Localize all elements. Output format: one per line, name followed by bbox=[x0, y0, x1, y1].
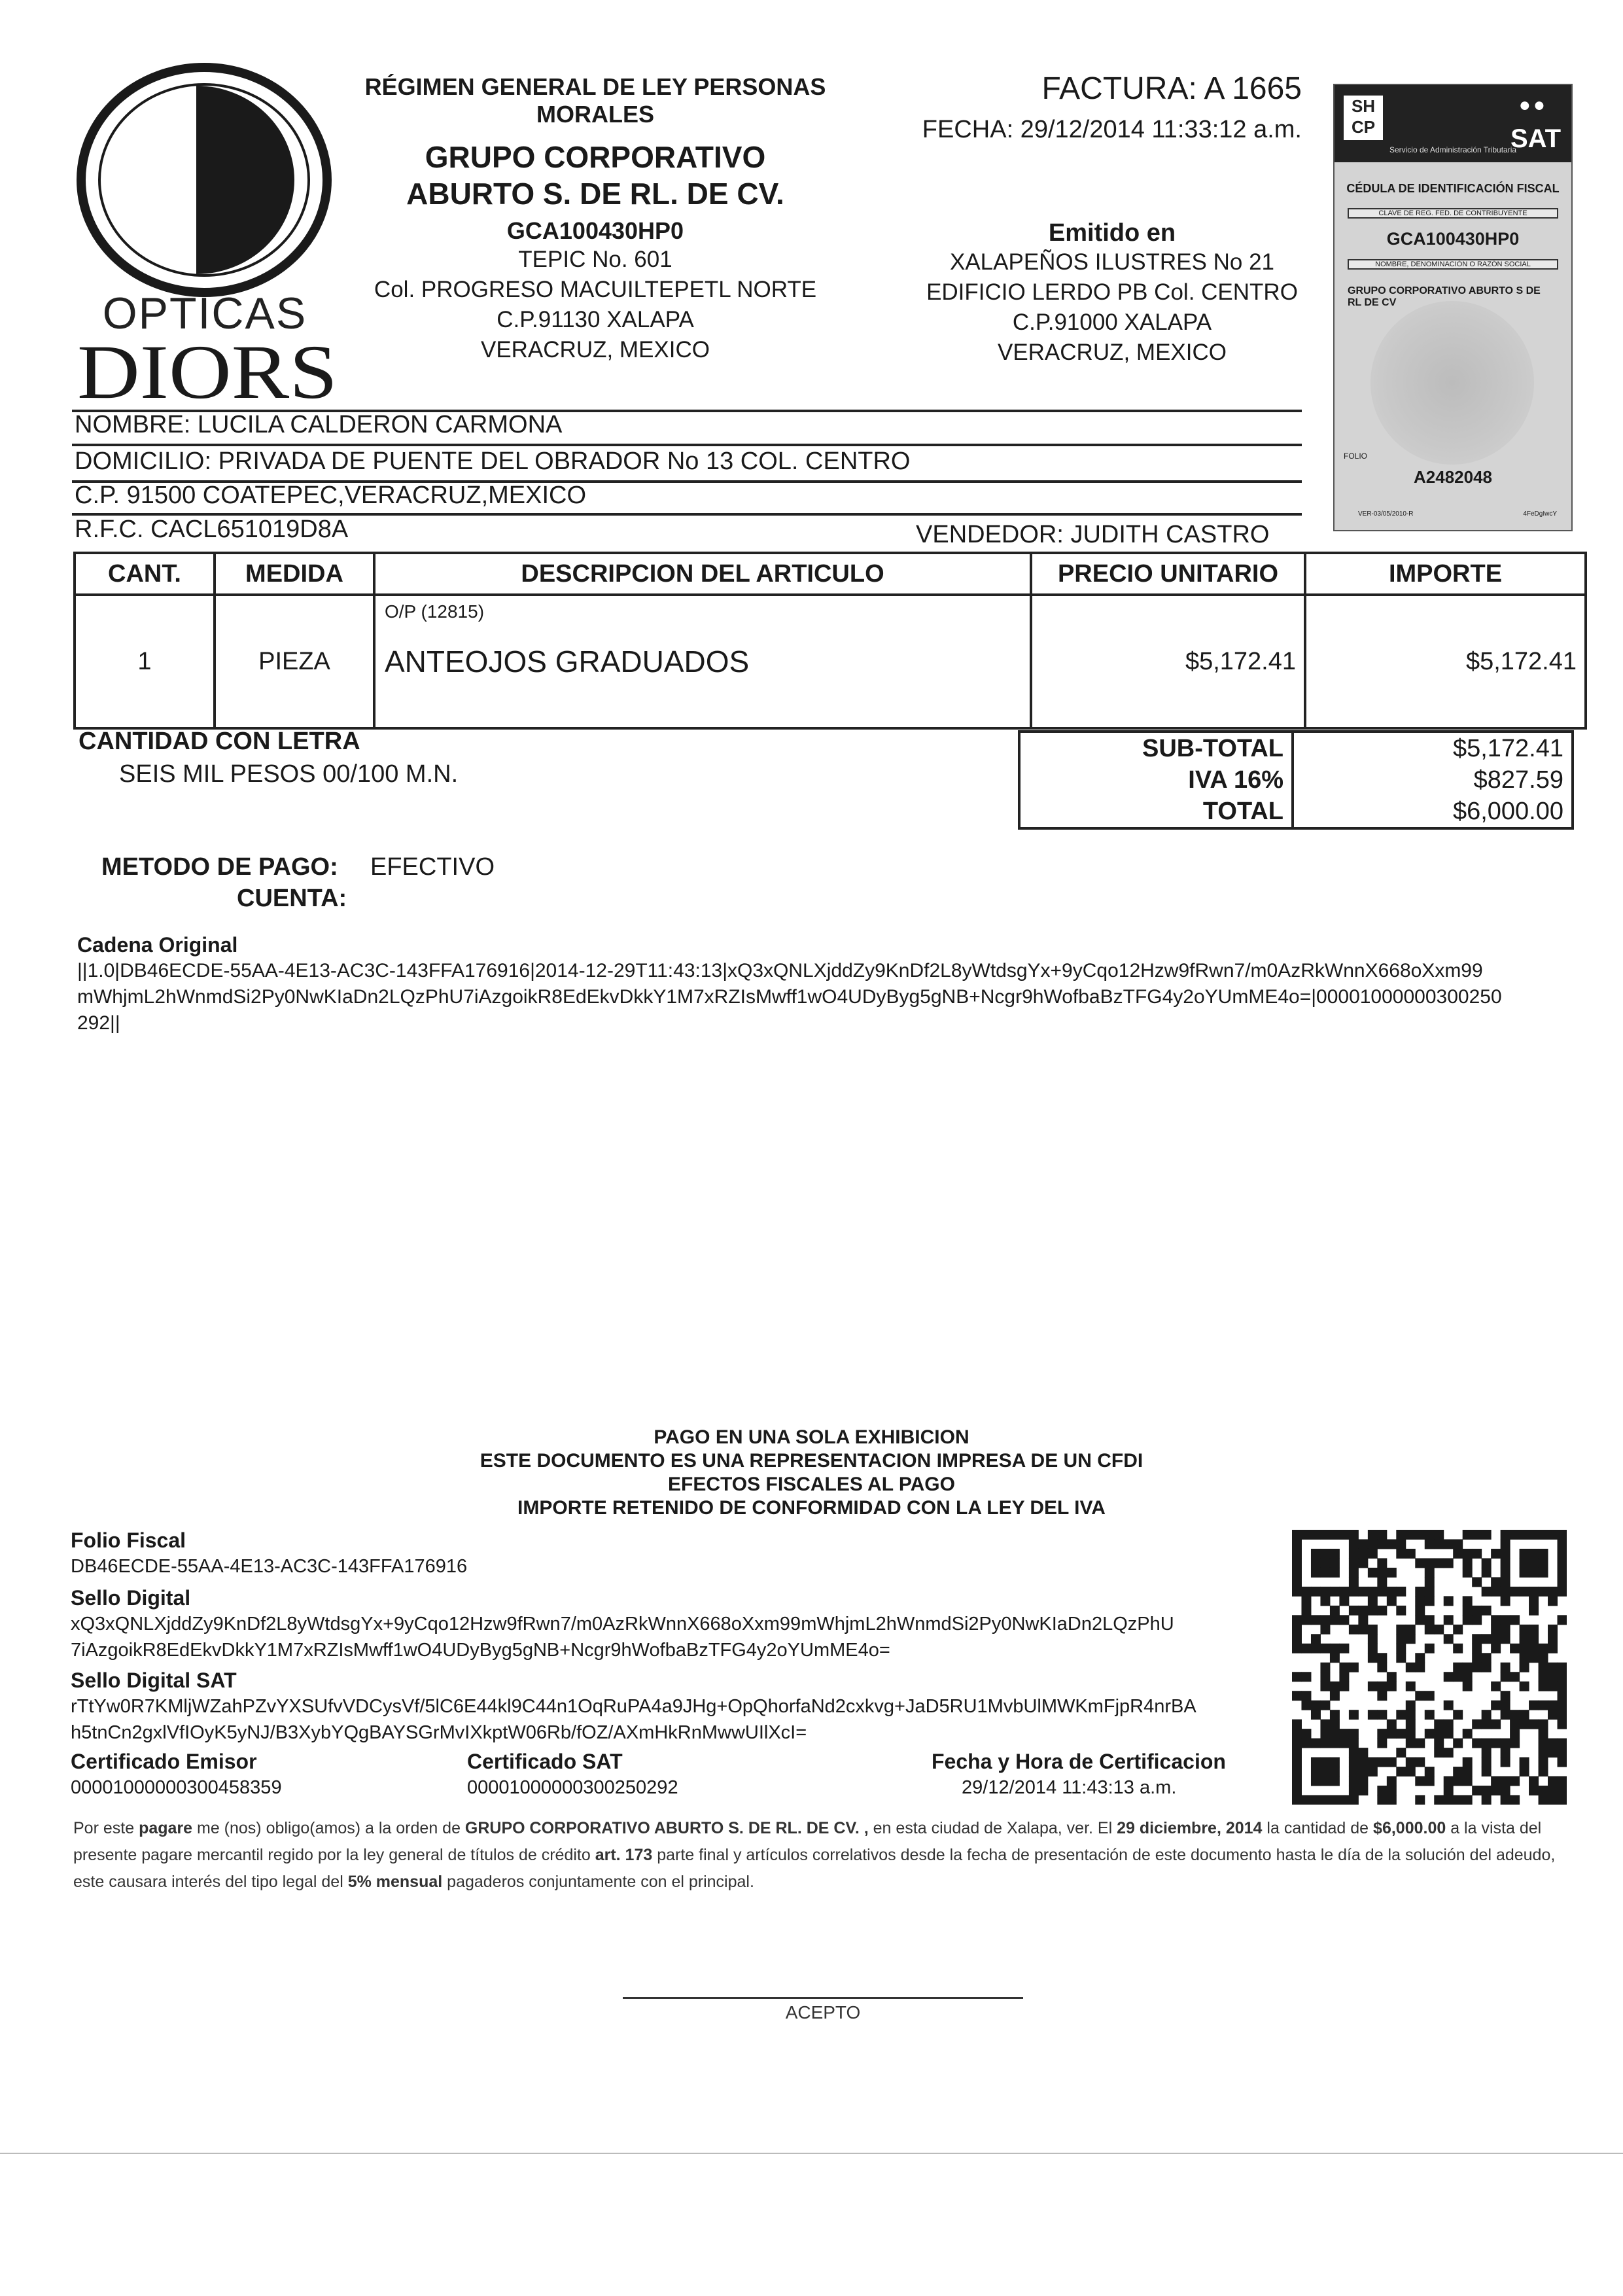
vendedor: VENDEDOR: JUDITH CASTRO bbox=[916, 521, 1270, 548]
row-cant: 1 bbox=[75, 595, 215, 728]
fecha-cert-label: Fecha y Hora de Certificacion bbox=[932, 1750, 1226, 1773]
row-medida: PIEZA bbox=[215, 595, 374, 728]
cedula-servicio: Servicio de Administración Tributaria bbox=[1389, 145, 1517, 154]
sello-sat-1: rTtYw0R7KMljWZahPZvYXSUfvVDCysVf/5lC6E44kl9C44n1OqRuPA4a9JHg+OpQhorfaNd2cxkvg+JaD5RU1MvbUlMWKmFjpR4nrBA bbox=[71, 1696, 1196, 1717]
client-domicilio: DOMICILIO: PRIVADA DE PUENTE DEL OBRADOR No 13 COL. CENTRO bbox=[75, 448, 911, 475]
items-table bbox=[73, 552, 1587, 730]
cuenta-label: CUENTA: bbox=[237, 885, 347, 912]
sello-sat-label: Sello Digital SAT bbox=[71, 1669, 237, 1692]
cedula-fiscal bbox=[1333, 84, 1573, 531]
company-line-1: GRUPO CORPORATIVO bbox=[425, 140, 766, 174]
cedula-header bbox=[1335, 85, 1571, 162]
emitido-address-2: EDIFICIO LERDO PB Col. CENTRO bbox=[926, 279, 1298, 305]
iva-label: IVA 16% bbox=[1019, 764, 1293, 796]
emitido-address-1: XALAPEÑOS ILUSTRES No 21 bbox=[949, 249, 1275, 275]
subtotal-value: $5,172.41 bbox=[1293, 732, 1573, 764]
cert-emisor-label: Certificado Emisor bbox=[71, 1750, 257, 1773]
sello-digital-label: Sello Digital bbox=[71, 1586, 191, 1610]
row-precio: $5,172.41 bbox=[1031, 595, 1305, 728]
header-medida: MEDIDA bbox=[215, 553, 374, 595]
header-cant: CANT. bbox=[75, 553, 215, 595]
company-line-2: ABURTO S. DE RL. DE CV. bbox=[406, 177, 784, 211]
svg-text:DIORS: DIORS bbox=[77, 329, 338, 406]
sat-logo-text: SAT bbox=[1510, 124, 1561, 153]
total-label: TOTAL bbox=[1019, 796, 1293, 828]
shcp-logo: SH CP bbox=[1344, 96, 1383, 140]
cert-emisor: 00001000000300458359 bbox=[71, 1777, 282, 1798]
divider bbox=[72, 444, 1302, 446]
table-header-row bbox=[75, 553, 1586, 595]
invoice-number: FACTURA: A 1665 bbox=[1041, 71, 1302, 106]
client-cp: C.P. 91500 COATEPEC,VERACRUZ,MEXICO bbox=[75, 482, 587, 509]
opticas-diors-logo bbox=[75, 62, 334, 298]
cedula-folio: A2482048 bbox=[1414, 467, 1492, 487]
cedula-footer-left: VER-03/05/2010-R bbox=[1358, 510, 1414, 518]
legal-line-3: EFECTOS FISCALES AL PAGO bbox=[668, 1474, 955, 1495]
row-op: O/P (12815) bbox=[385, 601, 485, 622]
regimen: RÉGIMEN GENERAL DE LEY PERSONAS MORALES bbox=[364, 73, 826, 128]
total-value: $6,000.00 bbox=[1293, 796, 1573, 828]
cedula-title: CÉDULA DE IDENTIFICACIÓN FISCAL bbox=[1346, 182, 1560, 195]
cedula-razon: GRUPO CORPORATIVO ABURTO S DE RL DE CV bbox=[1348, 285, 1541, 308]
fecha-cert: 29/12/2014 11:43:13 a.m. bbox=[962, 1777, 1177, 1798]
cedula-clave-label: CLAVE DE REG. FED. DE CONTRIBUYENTE bbox=[1348, 208, 1558, 219]
issuer-address-3: C.P.91130 XALAPA bbox=[497, 307, 694, 332]
iva-value: $827.59 bbox=[1293, 764, 1573, 796]
header-desc: DESCRIPCION DEL ARTICULO bbox=[374, 553, 1031, 595]
scan-edge bbox=[0, 2153, 1623, 2154]
folio-fiscal-label: Folio Fiscal bbox=[71, 1528, 186, 1552]
issuer-rfc: GCA100430HP0 bbox=[506, 217, 684, 244]
subtotal-row bbox=[1019, 732, 1573, 764]
sello-digital-1: xQ3xQNLXjddZy9KnDf2L8yWtdsgYx+9yCqo12Hzw9fRwn7/m0AzRkWnnX668oXxm99mWhjmL2hWnmdSi2Py0NwKIaDn2LQzPhU bbox=[71, 1614, 1174, 1634]
metodo-pago-label: METODO DE PAGO: bbox=[101, 853, 338, 881]
folio-fiscal: DB46ECDE-55AA-4E13-AC3C-143FFA176916 bbox=[71, 1556, 468, 1577]
issuer-address-4: VERACRUZ, MEXICO bbox=[480, 337, 710, 362]
sat-logo-icon: ●● bbox=[1518, 94, 1548, 116]
emitido-address-4: VERACRUZ, MEXICO bbox=[997, 340, 1227, 365]
header-importe: IMPORTE bbox=[1305, 553, 1586, 595]
sello-digital-2: 7iAzgoikR8EdEkvDkkY1M7xRZIsMwff1wO4UDyByg5gNB+Ncgr9hWofbaBzTFG4y2oYUmME4o= bbox=[71, 1640, 890, 1661]
cadena-line-1: ||1.0|DB46ECDE-55AA-4E13-AC3C-143FFA176916|2014-12-29T11:43:13|xQ3xQNLXjddZy9KnDf2L8yWtdsgYx+9yCqo12Hzw9fRwn7/m0AzRkWnnX668oXxm99 bbox=[77, 960, 1483, 981]
legal-line-1: PAGO EN UNA SOLA EXHIBICION bbox=[654, 1426, 969, 1448]
logo-top-text: OPTICAS bbox=[102, 289, 307, 338]
emitido-block bbox=[870, 219, 1354, 368]
emitido-address-3: C.P.91000 XALAPA bbox=[1012, 309, 1212, 335]
invoice-header bbox=[870, 71, 1302, 144]
cedula-folio-label: FOLIO bbox=[1344, 451, 1368, 461]
client-nombre: NOMBRE: LUCILA CALDERON CARMONA bbox=[75, 411, 563, 438]
subtotal-label: SUB-TOTAL bbox=[1019, 732, 1293, 764]
legal-line-2: ESTE DOCUMENTO ES UNA REPRESENTACION IMPRESA DE UN CFDI bbox=[480, 1450, 1143, 1472]
mexico-seal-icon bbox=[1370, 301, 1534, 465]
client-rfc: R.F.C. CACL651019D8A bbox=[75, 516, 349, 543]
cedula-nombre-label: NOMBRE, DENOMINACIÓN O RAZÓN SOCIAL bbox=[1348, 259, 1558, 270]
total-row bbox=[1019, 796, 1573, 828]
cert-sat: 00001000000300250292 bbox=[467, 1777, 678, 1798]
signature-line bbox=[623, 1997, 1023, 1999]
cadena-label: Cadena Original bbox=[77, 933, 238, 957]
table-row bbox=[75, 595, 1586, 728]
cert-sat-label: Certificado SAT bbox=[467, 1750, 623, 1773]
invoice-date: FECHA: 29/12/2014 11:33:12 a.m. bbox=[922, 116, 1302, 143]
qr-code-icon bbox=[1292, 1530, 1567, 1805]
header-precio: PRECIO UNITARIO bbox=[1031, 553, 1305, 595]
legal-line-4: IMPORTE RETENIDO DE CONFORMIDAD CON LA LEY DEL IVA bbox=[517, 1497, 1106, 1519]
row-desc-cell bbox=[374, 595, 1031, 728]
metodo-pago: EFECTIVO bbox=[370, 853, 495, 881]
acepto-label: ACEPTO bbox=[785, 2002, 861, 2022]
cantidad-letra-label: CANTIDAD CON LETRA bbox=[79, 728, 360, 755]
totals-table bbox=[1018, 730, 1574, 830]
issuer-block bbox=[340, 73, 850, 365]
row-desc: ANTEOJOS GRADUADOS bbox=[385, 645, 750, 679]
cadena-line-3: 292|| bbox=[77, 1012, 120, 1034]
cadena-line-2: mWhjmL2hWnmdSi2Py0NwKIaDn2LQzPhU7iAzgoikR8EdEkvDkkY1M7xRZIsMwff1wO4UDyByg5gNB+Ncgr9hWofbaBzTFG4y2oYUmME4o=|00001000000300250 bbox=[77, 986, 1502, 1008]
issuer-address-2: Col. PROGRESO MACUILTEPETL NORTE bbox=[374, 277, 817, 302]
issuer-address-1: TEPIC No. 601 bbox=[518, 247, 672, 272]
emitido-title: Emitido en bbox=[1048, 219, 1176, 247]
cedula-footer-right: 4FeDgIwcY bbox=[1523, 510, 1557, 518]
cedula-rfc: GCA100430HP0 bbox=[1386, 229, 1520, 249]
cantidad-letra: SEIS MIL PESOS 00/100 M.N. bbox=[119, 760, 459, 788]
pagare-text: Por este pagare me (nos) obligo(amos) a la orden de GRUPO CORPORATIVO ABURTO S. DE RL. DE CV. , en esta ciudad de Xalapa, ver. El 29 diciembre, 2014 la cantidad de $6,000.00 a la vista del presente pagare mercantil regido por la ley general de títulos de crédito art. 173 parte final y artículos correlativos desde la fecha de presentación de este documento hasta le día de la solución del adeudo, este causara interés del tipo legal del 5% mensual pagaderos conjuntamente con el principal. bbox=[73, 1819, 1556, 1891]
row-importe: $5,172.41 bbox=[1305, 595, 1586, 728]
sello-sat-2: h5tnCn2gxlVfIOyK5yNJ/B3XybYQgBAYSGrMvIXkptW06Rb/fOZ/AXmHkRnMwwUIlXcI= bbox=[71, 1722, 807, 1743]
logo-bottom-text bbox=[77, 327, 339, 406]
iva-row bbox=[1019, 764, 1573, 796]
